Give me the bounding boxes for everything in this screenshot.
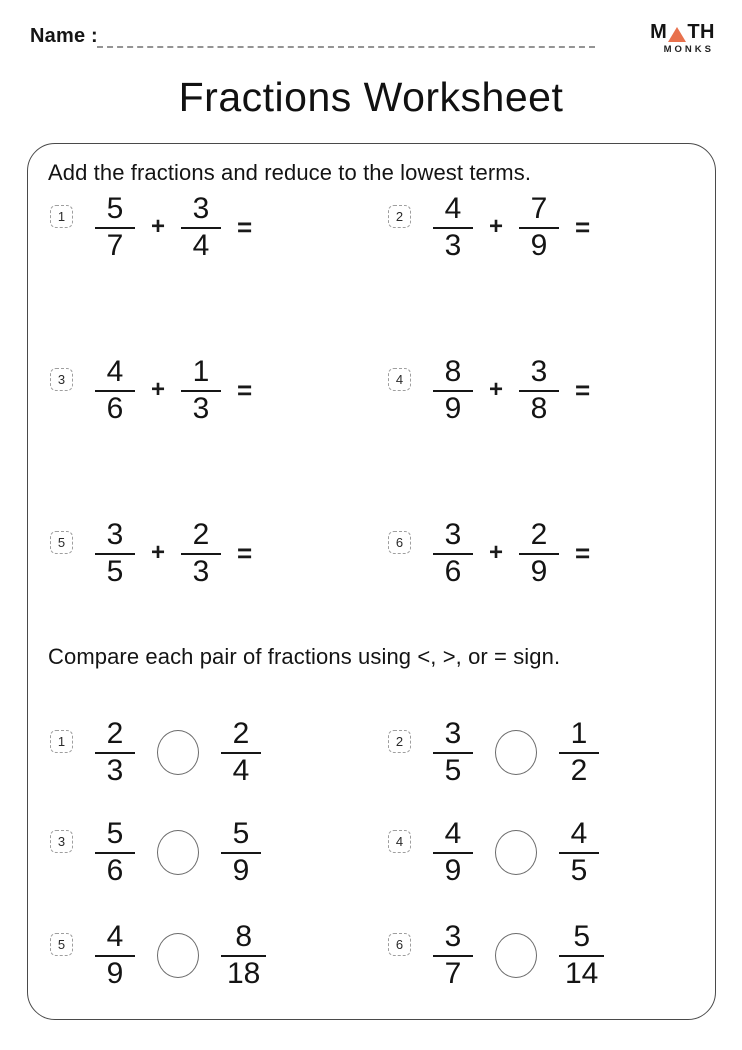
fraction xyxy=(95,818,135,887)
fraction xyxy=(433,519,473,588)
fraction-denominator: 9 xyxy=(444,853,462,887)
fraction-denominator: 5 xyxy=(106,554,124,588)
logo-subtitle: MONKS xyxy=(663,44,714,55)
compare-problem-3 xyxy=(50,816,261,887)
equals-sign: = xyxy=(575,211,591,242)
fraction-denominator: 18 xyxy=(227,956,261,990)
fraction-numerator: 3 xyxy=(519,356,559,392)
fraction-denominator: 9 xyxy=(106,956,124,990)
logo-text-th: TH xyxy=(687,21,715,43)
problem-number-badge: 5 xyxy=(50,933,73,956)
plus-operator: + xyxy=(151,539,166,566)
add-problem-2 xyxy=(388,191,591,262)
problem-number-badge: 2 xyxy=(388,205,411,228)
fraction-numerator: 8 xyxy=(221,921,266,957)
fraction xyxy=(433,718,473,787)
compare-section-instruction: Compare each pair of fractions using <, >, or = sign. xyxy=(48,644,561,669)
fraction-denominator: 2 xyxy=(570,753,588,787)
fraction-numerator: 2 xyxy=(519,519,559,555)
fraction xyxy=(519,356,559,425)
fraction-numerator: 3 xyxy=(95,519,135,555)
add-problem-5 xyxy=(50,517,253,588)
fraction xyxy=(433,356,473,425)
answer-circle[interactable] xyxy=(495,830,537,875)
fraction xyxy=(519,519,559,588)
fraction xyxy=(559,718,599,787)
answer-circle[interactable] xyxy=(157,730,199,775)
add-problem-4 xyxy=(388,354,591,425)
compare-problem-1 xyxy=(50,716,261,787)
compare-problem-2 xyxy=(388,716,599,787)
add-problem-1 xyxy=(50,191,253,262)
fraction xyxy=(559,921,604,990)
fraction xyxy=(95,356,135,425)
fraction-denominator: 14 xyxy=(565,956,599,990)
fraction xyxy=(433,193,473,262)
fraction xyxy=(433,818,473,887)
fraction-denominator: 4 xyxy=(232,753,250,787)
fraction-denominator: 7 xyxy=(106,228,124,262)
name-input-line[interactable] xyxy=(97,24,595,48)
fraction xyxy=(95,921,135,990)
plus-operator: + xyxy=(151,213,166,240)
fraction xyxy=(221,921,266,990)
fraction-numerator: 8 xyxy=(433,356,473,392)
plus-operator: + xyxy=(151,376,166,403)
compare-problem-5 xyxy=(50,919,266,990)
problem-number-badge: 4 xyxy=(388,368,411,391)
plus-operator: + xyxy=(489,376,504,403)
fraction-denominator: 4 xyxy=(192,228,210,262)
fraction-denominator: 6 xyxy=(444,554,462,588)
compare-problem-6 xyxy=(388,919,604,990)
equals-sign: = xyxy=(575,374,591,405)
add-problem-6 xyxy=(388,517,591,588)
fraction-denominator: 3 xyxy=(444,228,462,262)
logo-text-m: M xyxy=(650,21,668,43)
fraction xyxy=(221,718,261,787)
page-title: Fractions Worksheet xyxy=(178,74,564,120)
triangle-icon xyxy=(668,27,686,42)
fraction xyxy=(433,921,473,990)
problem-number-badge: 4 xyxy=(388,830,411,853)
fraction-denominator: 8 xyxy=(530,391,548,425)
compare-problem-4 xyxy=(388,816,599,887)
fraction-numerator: 5 xyxy=(95,818,135,854)
fraction xyxy=(221,818,261,887)
add-section-instruction: Add the fractions and reduce to the lowest terms. xyxy=(48,160,532,185)
fraction-numerator: 2 xyxy=(95,718,135,754)
fraction-numerator: 7 xyxy=(519,193,559,229)
fraction-denominator: 9 xyxy=(444,391,462,425)
fraction-denominator: 9 xyxy=(530,228,548,262)
fraction-denominator: 5 xyxy=(570,853,588,887)
fraction-denominator: 3 xyxy=(192,554,210,588)
fraction xyxy=(559,818,599,887)
fraction xyxy=(95,718,135,787)
fraction-denominator: 3 xyxy=(106,753,124,787)
fraction-numerator: 5 xyxy=(95,193,135,229)
fraction-numerator: 1 xyxy=(559,718,599,754)
equals-sign: = xyxy=(237,537,253,568)
equals-sign: = xyxy=(575,537,591,568)
problem-number-badge: 6 xyxy=(388,933,411,956)
problem-number-badge: 3 xyxy=(50,830,73,853)
answer-circle[interactable] xyxy=(495,730,537,775)
fraction-denominator: 5 xyxy=(444,753,462,787)
answer-circle[interactable] xyxy=(157,933,199,978)
fraction xyxy=(181,356,221,425)
equals-sign: = xyxy=(237,374,253,405)
add-problem-3 xyxy=(50,354,253,425)
fraction-numerator: 3 xyxy=(433,519,473,555)
fraction-denominator: 7 xyxy=(444,956,462,990)
fraction-denominator: 6 xyxy=(106,391,124,425)
fraction xyxy=(181,193,221,262)
fraction-numerator: 5 xyxy=(559,921,604,957)
fraction-numerator: 3 xyxy=(433,921,473,957)
fraction xyxy=(95,519,135,588)
equals-sign: = xyxy=(237,211,253,242)
problem-number-badge: 5 xyxy=(50,531,73,554)
fraction-numerator: 2 xyxy=(221,718,261,754)
fraction-numerator: 4 xyxy=(433,818,473,854)
fraction-numerator: 4 xyxy=(433,193,473,229)
fraction-numerator: 5 xyxy=(221,818,261,854)
fraction xyxy=(519,193,559,262)
problem-number-badge: 2 xyxy=(388,730,411,753)
problem-number-badge: 1 xyxy=(50,205,73,228)
fraction xyxy=(95,193,135,262)
problem-number-badge: 1 xyxy=(50,730,73,753)
answer-circle[interactable] xyxy=(495,933,537,978)
problem-number-badge: 6 xyxy=(388,531,411,554)
fraction-numerator: 4 xyxy=(95,356,135,392)
fraction-numerator: 3 xyxy=(433,718,473,754)
fraction-denominator: 9 xyxy=(530,554,548,588)
plus-operator: + xyxy=(489,213,504,240)
fraction-numerator: 1 xyxy=(181,356,221,392)
problem-number-badge: 3 xyxy=(50,368,73,391)
fraction-denominator: 6 xyxy=(106,853,124,887)
fraction-numerator: 4 xyxy=(559,818,599,854)
fraction xyxy=(181,519,221,588)
fraction-numerator: 4 xyxy=(95,921,135,957)
fraction-denominator: 3 xyxy=(192,391,210,425)
fraction-denominator: 9 xyxy=(232,853,250,887)
fraction-numerator: 2 xyxy=(181,519,221,555)
logo-wordmark xyxy=(650,22,715,42)
math-monks-logo xyxy=(650,22,715,55)
fraction-numerator: 3 xyxy=(181,193,221,229)
answer-circle[interactable] xyxy=(157,830,199,875)
name-label: Name : xyxy=(30,25,98,47)
plus-operator: + xyxy=(489,539,504,566)
